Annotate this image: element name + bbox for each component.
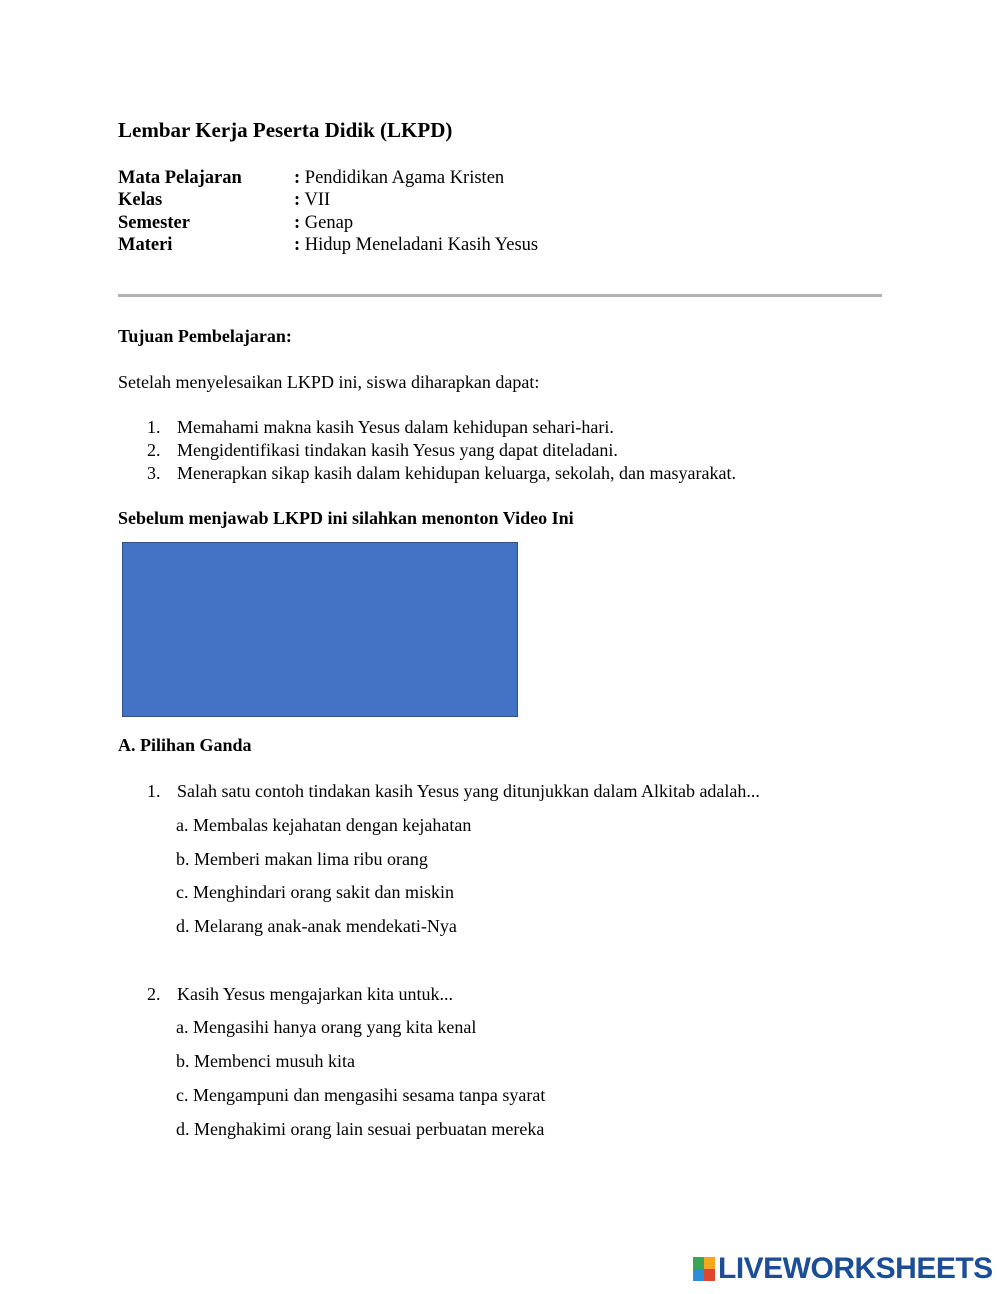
question-number: 1.	[147, 781, 161, 801]
meta-value-text: Hidup Meneladani Kasih Yesus	[304, 235, 539, 255]
horizontal-divider	[118, 294, 882, 297]
answer-option[interactable]: b. Memberi makan lima ribu orang	[176, 849, 428, 869]
question-number: 2.	[147, 984, 161, 1004]
list-text: Menerapkan sikap kasih dalam kehidupan keluarga, sekolah, dan masyarakat.	[177, 463, 736, 483]
answer-option[interactable]: a. Membalas kejahatan dengan kejahatan	[176, 815, 472, 835]
meta-label: Kelas	[118, 190, 163, 210]
answer-option[interactable]: d. Melarang anak-anak mendekati-Nya	[176, 916, 457, 936]
meta-label: Materi	[118, 235, 173, 255]
list-text: Memahami makna kasih Yesus dalam kehidupan sehari-hari.	[177, 417, 614, 437]
meta-colon: :	[294, 168, 301, 188]
meta-value-text: Genap	[304, 213, 354, 233]
meta-value	[294, 234, 538, 256]
meta-colon: :	[294, 190, 301, 210]
meta-label: Mata Pelajaran	[118, 168, 242, 188]
list-text: Mengidentifikasi tindakan kasih Yesus yang dapat diteladani.	[177, 440, 618, 460]
video-heading: Sebelum menjawab LKPD ini silahkan menonton Video Ini	[118, 508, 574, 528]
meta-value-text: VII	[304, 190, 331, 210]
answer-option[interactable]: c. Menghindari orang sakit dan miskin	[176, 882, 454, 902]
question-text: Salah satu contoh tindakan kasih Yesus yang ditunjukkan dalam Alkitab adalah...	[177, 781, 760, 801]
answer-option[interactable]: c. Mengampuni dan mengasihi sesama tanpa syarat	[176, 1085, 546, 1105]
objectives-heading: Tujuan Pembelajaran:	[118, 326, 292, 346]
logo-text: LIVEWORKSHEETS	[718, 1252, 993, 1285]
answer-option[interactable]: a. Mengasihi hanya orang yang kita kenal	[176, 1017, 477, 1037]
liveworksheets-logo	[693, 1253, 993, 1285]
liveworksheets-logo-icon	[693, 1257, 715, 1281]
section-a-heading: A. Pilihan Ganda	[118, 735, 252, 755]
meta-colon: :	[294, 213, 301, 233]
video-player[interactable]	[122, 542, 518, 717]
meta-value	[294, 212, 353, 234]
meta-value	[294, 189, 330, 211]
meta-label: Semester	[118, 213, 190, 233]
list-number: 3.	[147, 463, 161, 483]
answer-option[interactable]: d. Menghakimi orang lain sesuai perbuatan mereka	[176, 1119, 545, 1139]
question-text: Kasih Yesus mengajarkan kita untuk...	[177, 984, 453, 1004]
list-number: 1.	[147, 417, 161, 437]
answer-option[interactable]: b. Membenci musuh kita	[176, 1051, 355, 1071]
meta-value-text: Pendidikan Agama Kristen	[304, 168, 505, 188]
meta-value	[294, 167, 504, 189]
page-title: Lembar Kerja Peserta Didik (LKPD)	[118, 118, 453, 142]
objectives-intro: Setelah menyelesaikan LKPD ini, siswa diharapkan dapat:	[118, 372, 540, 392]
list-number: 2.	[147, 440, 161, 460]
meta-colon: :	[294, 235, 301, 255]
